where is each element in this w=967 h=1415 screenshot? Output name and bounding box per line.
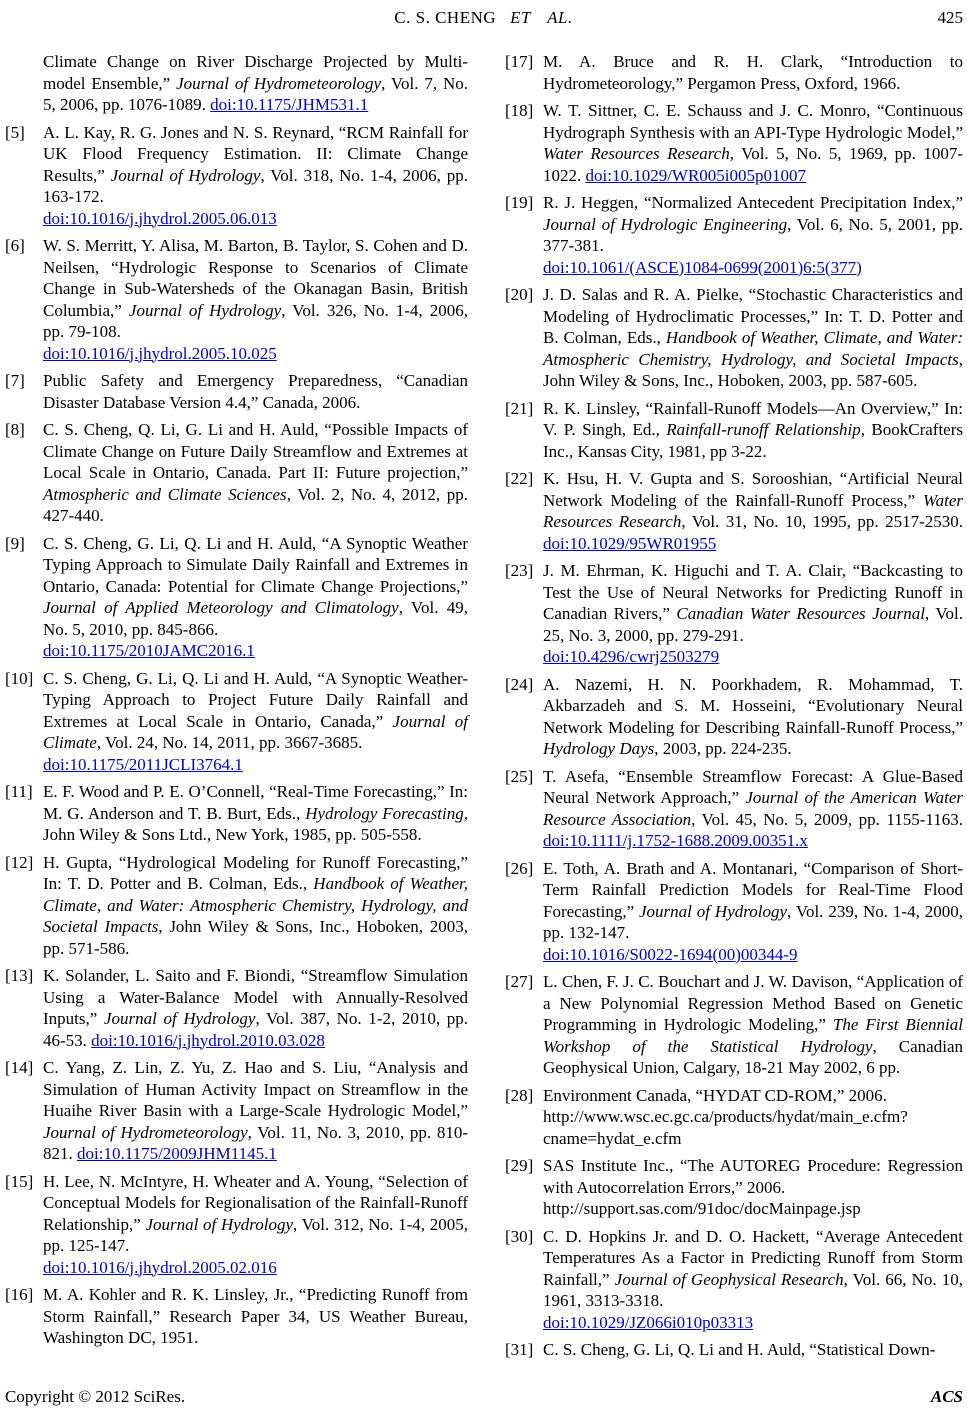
- reference-text-block: [543, 972, 963, 1077]
- journal-title: Journal of the American Water Resource Association: [543, 788, 963, 829]
- reference-text-block: [543, 1156, 963, 1218]
- reference-item: [505, 398, 963, 463]
- reference-text-block: [43, 236, 468, 363]
- journal-title: Rainfall-runoff Relationship: [666, 420, 861, 439]
- reference-item: [5, 122, 468, 230]
- doi-link[interactable]: doi:10.1175/2011JCLI3764.1: [43, 754, 243, 774]
- running-head: [0, 7, 967, 31]
- reference-text: http://www.wsc.ec.gc.ca/products/hydat/main_e.cfm?cname=hydat_e.cfm: [543, 1107, 908, 1148]
- reference-item: [5, 370, 468, 413]
- reference-item: [505, 192, 963, 278]
- reference-text-block: [543, 193, 963, 277]
- reference-item: [5, 533, 468, 662]
- journal-title: Handbook of Weather, Climate, and Water: Atmospheric Chemistry, Hydrology, and Societal Impacts: [43, 874, 468, 936]
- journal-title: Handbook of Weather, Climate, and Water: Atmospheric Chemistry, Hydrology, and Societal Impacts: [543, 328, 963, 369]
- reference-text: H. Lee, N. McIntyre, H. Wheater and A. Young, “Selection of Conceptual Models for Regionalisation of the Rainfall-Runoff Relationship,”: [43, 1171, 468, 1234]
- reference-number: [24]: [505, 674, 534, 694]
- journal-title: Journal of Hydrometeorology: [176, 73, 382, 93]
- reference-text: , Vol. 66, No. 10, 1961, 3313-3318.: [543, 1269, 963, 1310]
- reference-text: J. M. Ehrman, K. Higuchi and T. A. Clair, “Backcasting to Test the Use of Neural Networks for Predicting Runoff in Canadian Rivers,”: [543, 561, 963, 623]
- running-title-authors: C. S. CHENG: [394, 8, 497, 27]
- reference-item: [5, 235, 468, 364]
- running-title: [0, 7, 967, 29]
- reference-text: , Vol. 31, No. 10, 1995, pp. 2517-2530.: [681, 512, 963, 531]
- reference-number: [18]: [505, 101, 534, 120]
- reference-text-block: [543, 1086, 908, 1148]
- reference-text: , Vol. 326, No. 1-4, 2006, pp. 79-108.: [43, 300, 468, 341]
- reference-item: [505, 971, 963, 1079]
- reference-text: A. Nazemi, H. N. Poorkhadem, R. Mohammad, T. Akbarzadeh and S. M. Hosseini, “Evolutionary Neural Network Modeling for Describing Rainfall-Runoff Process,”: [543, 674, 963, 737]
- journal-title: Journal of Climate: [43, 711, 468, 752]
- reference-text-block: [43, 669, 468, 774]
- reference-number: [10]: [5, 668, 34, 688]
- reference-number: [29]: [505, 1156, 534, 1175]
- reference-text: , John Wiley & Sons, Inc., Hoboken, 2003, pp. 587-605.: [543, 349, 963, 390]
- doi-link[interactable]: doi:10.1175/JHM531.1: [210, 95, 369, 114]
- reference-number: [14]: [5, 1058, 34, 1077]
- reference-number: [15]: [5, 1171, 34, 1191]
- doi-link[interactable]: doi:10.1029/WR005i005p01007: [585, 165, 807, 185]
- reference-text-block: [43, 782, 468, 844]
- reference-text: , Canadian Geophysical Union, Calgary, 18-21 May 2002, 6 pp.: [543, 1036, 963, 1077]
- journal-title: Journal of Hydrology: [103, 1009, 256, 1028]
- references-column-right: [505, 51, 963, 1367]
- reference-number: [30]: [505, 1226, 534, 1246]
- reference-item: [5, 781, 468, 846]
- reference-text-block: [543, 399, 963, 461]
- reference-text-block: [543, 285, 963, 390]
- reference-number: [22]: [505, 469, 534, 488]
- doi-link[interactable]: doi:10.1029/JZ066i010p03313: [543, 1312, 754, 1332]
- reference-number: [28]: [505, 1085, 534, 1105]
- reference-text: C. D. Hopkins Jr. and D. O. Hackett, “Average Antecedent Temperatures As a Factor in Predicting Runoff from Storm Rainfall,”: [543, 1226, 963, 1289]
- reference-text: , Vol. 49, No. 5, 2010, pp. 845-866.: [43, 598, 468, 639]
- reference-item: [5, 1057, 468, 1165]
- reference-number: [26]: [505, 858, 534, 878]
- reference-number: [11]: [5, 782, 33, 801]
- journal-title: The First Biennial Workshop of the Statistical Hydrology: [543, 1015, 963, 1056]
- reference-text: , Vol. 2, No. 4, 2012, pp. 427-440.: [43, 484, 469, 525]
- reference-number: [8]: [5, 420, 25, 439]
- reference-item: [505, 468, 963, 554]
- reference-number: [16]: [5, 1285, 34, 1304]
- reference-text: http://support.sas.com/91doc/docMainpage.jsp: [543, 1199, 861, 1218]
- reference-number: [5]: [5, 122, 25, 142]
- reference-text: L. Chen, F. J. C. Bouchart and J. W. Davison, “Application of a New Polynomial Regression Method Based on Genetic Programming in Hydrologic Modeling,”: [543, 972, 963, 1034]
- doi-link[interactable]: doi:10.1016/S0022-1694(00)00344-9: [543, 944, 798, 964]
- reference-text-block: [43, 1172, 468, 1277]
- reference-text: C. S. Cheng, G. Li, Q. Li and H. Auld, “A Synoptic Weather Typing Approach to Simulate Daily Rainfall and Extremes in Ontario, Canada: Potential for Climate Change Projections,”: [43, 533, 468, 596]
- reference-item: [505, 1339, 963, 1361]
- reference-item: [505, 766, 963, 852]
- reference-text: , Vol. 5, No. 5, 1969, pp. 1007-1022.: [543, 144, 963, 185]
- reference-text-block: [543, 52, 963, 93]
- reference-number: [13]: [5, 966, 34, 985]
- reference-text: K. Solander, L. Saito and F. Biondi, “Streamflow Simulation Using a Water-Balance Model with Annually-Resolved Inputs,”: [43, 966, 468, 1028]
- reference-item: [505, 858, 963, 966]
- reference-text: T. Asefa, “Ensemble Streamflow Forecast: A Glue-Based Neural Network Approach,”: [543, 766, 963, 807]
- reference-item: [505, 674, 963, 760]
- reference-item: [5, 852, 468, 960]
- running-title-etal: ET AL.: [510, 8, 573, 27]
- doi-link[interactable]: doi:10.1175/2010JAMC2016.1: [43, 641, 255, 660]
- reference-number: [25]: [505, 766, 534, 786]
- reference-text: Climate Change on River Discharge Projected by Multi-model Ensemble,”: [43, 52, 468, 93]
- journal-title: Hydrology Days: [543, 739, 655, 758]
- reference-text-block: [43, 853, 468, 958]
- reference-text: M. A. Bruce and R. H. Clark, “Introduction to Hydrometeorology,” Pergamon Press, Oxford, 1966.: [543, 52, 963, 93]
- doi-link[interactable]: doi:10.1029/95WR01955: [543, 533, 717, 553]
- reference-text: W. S. Merritt, Y. Alisa, M. Barton, B. Taylor, S. Cohen and D. Neilsen, “Hydrologic Response to Scenarios of Climate Change in Sub-Watersheds of the Okanagan Basin, British Columbia,”: [43, 236, 468, 320]
- reference-number: [9]: [5, 533, 25, 553]
- reference-text: , Vol. 24, No. 14, 2011, pp. 3667-3685.: [96, 733, 363, 752]
- reference-item: [5, 419, 468, 527]
- reference-number: [12]: [5, 852, 34, 872]
- reference-text: Public Safety and Emergency Preparedness, “Canadian Disaster Database Version 4.4,” Canada, 2006.: [43, 371, 468, 412]
- reference-text: R. K. Linsley, “Rainfall-Runoff Models—An Overview,” In: V. P. Singh, Ed.,: [543, 398, 963, 439]
- reference-text: , Vol. 25, No. 3, 2000, pp. 279-291.: [543, 604, 963, 645]
- page-footer: [5, 1386, 963, 1408]
- doi-link[interactable]: doi:10.1016/j.jhydrol.2005.02.016: [43, 1257, 277, 1277]
- journal-title: Journal of Hydrology: [639, 901, 788, 921]
- reference-text-block: [543, 859, 963, 964]
- reference-item: [505, 1226, 963, 1334]
- reference-text-block: [43, 966, 468, 1050]
- reference-item: [5, 1284, 468, 1349]
- journal-title: Water Resources Research: [543, 490, 963, 531]
- journal-title: Water Resources Research: [543, 144, 730, 163]
- reference-text: , 2003, pp. 224-235.: [654, 739, 792, 758]
- references-columns: [5, 51, 963, 1367]
- copyright-notice: Copyright © 2012 SciRes.: [5, 1387, 186, 1406]
- reference-text-block: [43, 420, 468, 525]
- reference-text-block: [43, 52, 468, 114]
- journal-title: Journal of Hydrometeorology: [43, 1122, 248, 1142]
- reference-number: [17]: [505, 52, 534, 71]
- reference-item: [5, 51, 468, 116]
- reference-number: [23]: [505, 561, 534, 580]
- reference-text-block: [543, 767, 963, 851]
- reference-text: , Vol. 312, No. 1-4, 2005, pp. 125-147.: [43, 1214, 468, 1255]
- reference-number: [27]: [505, 972, 534, 991]
- reference-text: J. D. Salas and R. A. Pielke, “Stochastic Characteristics and Modeling of Hydroclimatic Processes,” In: T. D. Potter and B. Colman, Eds.,: [543, 285, 963, 347]
- reference-text: Environment Canada, “HYDAT CD-ROM,” 2006.: [543, 1085, 887, 1105]
- reference-text: , Vol. 6, No. 5, 2001, pp. 377-381.: [543, 214, 963, 255]
- reference-text: , Vol. 45, No. 5, 2009, pp. 1155-1163.: [691, 809, 963, 829]
- journal-title: Journal of Hydrologic Engineering: [543, 214, 788, 234]
- journal-title: Journal of Hydrology: [128, 300, 282, 320]
- reference-item: [5, 1171, 468, 1279]
- reference-text: C. S. Cheng, Q. Li, G. Li and H. Auld, “Possible Impacts of Climate Change on Future Daily Streamflow and Extremes at Local Scale in Ontario, Canada. Part II: Future projection,”: [43, 420, 468, 482]
- reference-text-block: [543, 561, 963, 666]
- page-number: 425: [937, 8, 963, 27]
- reference-item: [505, 560, 963, 668]
- reference-item: [505, 100, 963, 186]
- reference-text-block: [43, 534, 468, 661]
- doi-link[interactable]: doi:10.1175/2009JHM1145.1: [77, 1144, 277, 1163]
- reference-number: [20]: [505, 285, 534, 304]
- reference-text-block: [43, 123, 468, 228]
- doi-link[interactable]: doi:10.1016/j.jhydrol.2005.06.013: [43, 208, 277, 228]
- journal-title: Journal of Applied Meteorology and Climatology: [43, 598, 399, 617]
- reference-number: [21]: [505, 398, 534, 418]
- reference-text: E. Toth, A. Brath and A. Montanari, “Comparison of Short-Term Rainfall Prediction Models for Real-Time Flood Forecasting,”: [543, 858, 963, 921]
- reference-text: , Vol. 239, No. 1-4, 2000, pp. 132-147.: [543, 901, 963, 942]
- references-column-left: [5, 51, 468, 1367]
- journal-title: Hydrology Forecasting: [305, 803, 464, 823]
- reference-number: [19]: [505, 193, 534, 212]
- journal-title: Journal of Hydrology: [110, 165, 261, 185]
- journal-title: Atmospheric and Climate Sciences: [43, 484, 287, 504]
- reference-text: , BookCrafters Inc., Kansas City, 1981, pp 3-22.: [543, 420, 963, 461]
- reference-text: W. T. Sittner, C. E. Schauss and J. C. Monro, “Continuous Hydrograph Synthesis with an API-Type Hydrologic Model,”: [543, 101, 963, 142]
- reference-number: [6]: [5, 236, 25, 255]
- reference-number: [31]: [505, 1340, 534, 1359]
- reference-item: [505, 1155, 963, 1220]
- reference-text: A. L. Kay, R. G. Jones and N. S. Reynard, “RCM Rainfall for UK Flood Frequency Estimation. II: Climate Change Results,”: [43, 122, 468, 185]
- reference-text: , Vol. 318, No. 1-4, 2006, pp. 163-172.: [43, 165, 468, 206]
- reference-text: M. A. Kohler and R. K. Linsley, Jr., “Predicting Runoff from Storm Rainfall,” Research Paper 34, US Weather Bureau, Washington DC, 1951.: [43, 1285, 468, 1347]
- reference-text: , Vol. 7, No. 5, 2006, pp. 1076-1089.: [43, 73, 468, 114]
- reference-text-block: [43, 1058, 468, 1163]
- reference-text: R. J. Heggen, “Normalized Antecedent Precipitation Index,”: [543, 193, 963, 212]
- reference-item: [505, 51, 963, 94]
- reference-item: [5, 668, 468, 776]
- reference-text-block: [543, 1227, 963, 1332]
- journal-title: Journal of Hydrology: [145, 1214, 294, 1234]
- journal-title: Journal of Geophysical Research: [614, 1269, 844, 1289]
- doi-link[interactable]: doi:10.1016/j.jhydrol.2010.03.028: [91, 1030, 325, 1050]
- reference-text-block: [543, 675, 963, 759]
- reference-text: H. Gupta, “Hydrological Modeling for Runoff Forecasting,” In: T. D. Potter and B. Colman, Eds.,: [43, 852, 468, 893]
- reference-item: [505, 1085, 963, 1150]
- doi-link[interactable]: doi:10.1111/j.1752-1688.2009.00351.x: [543, 831, 808, 850]
- reference-text: C. Yang, Z. Lin, Z. Yu, Z. Hao and S. Liu, “Analysis and Simulation of Human Activity Impact on Streamflow in the Huaihe River Basin with a Large-Scale Hydrologic Model,”: [43, 1058, 468, 1120]
- reference-text: C. S. Cheng, G. Li, Q. Li and H. Auld, “A Synoptic Weather-Typing Approach to Project Future Daily Rainfall and Extremes at Local Scale in Ontario, Canada,”: [43, 668, 468, 731]
- reference-text: , Vol. 11, No. 3, 2010, pp. 810-821.: [43, 1122, 468, 1163]
- reference-text-block: [543, 469, 963, 553]
- reference-text-block: [43, 1285, 468, 1347]
- reference-text-block: [43, 371, 468, 412]
- doi-link[interactable]: doi:10.4296/cwrj2503279: [543, 647, 720, 666]
- doi-link[interactable]: doi:10.1016/j.jhydrol.2005.10.025: [43, 343, 277, 363]
- reference-number: [7]: [5, 371, 25, 390]
- reference-text: K. Hsu, H. V. Gupta and S. Sorooshian, “Artificial Neural Network Modeling of the Rainfall-Runoff Process,”: [543, 469, 963, 510]
- reference-text: SAS Institute Inc., “The AUTOREG Procedure: Regression with Autocorrelation Errors,” 2006.: [543, 1156, 963, 1197]
- reference-text-block: [543, 1340, 935, 1359]
- journal-title: Canadian Water Resources Journal: [676, 604, 925, 623]
- reference-text: E. F. Wood and P. E. O’Connell, “Real-Time Forecasting,” In: M. G. Anderson and T. B. Burt, Eds.,: [43, 782, 468, 823]
- reference-text: , John Wiley & Sons Ltd., New York, 1985, pp. 505-558.: [43, 803, 468, 844]
- reference-text: C. S. Cheng, G. Li, Q. Li and H. Auld, “Statistical Down-: [543, 1340, 936, 1359]
- journal-abbreviation: ACS: [930, 1387, 963, 1406]
- reference-item: [5, 965, 468, 1051]
- reference-text: , Vol. 387, No. 1-2, 2010, pp. 46-53.: [43, 1009, 469, 1050]
- reference-text: , John Wiley & Sons, Inc., Hoboken, 2003, pp. 571-586.: [43, 917, 468, 958]
- reference-item: [505, 284, 963, 392]
- doi-link[interactable]: doi:10.1061/(ASCE)1084-0699(2001)6:5(377): [543, 257, 862, 277]
- reference-text-block: [543, 101, 963, 185]
